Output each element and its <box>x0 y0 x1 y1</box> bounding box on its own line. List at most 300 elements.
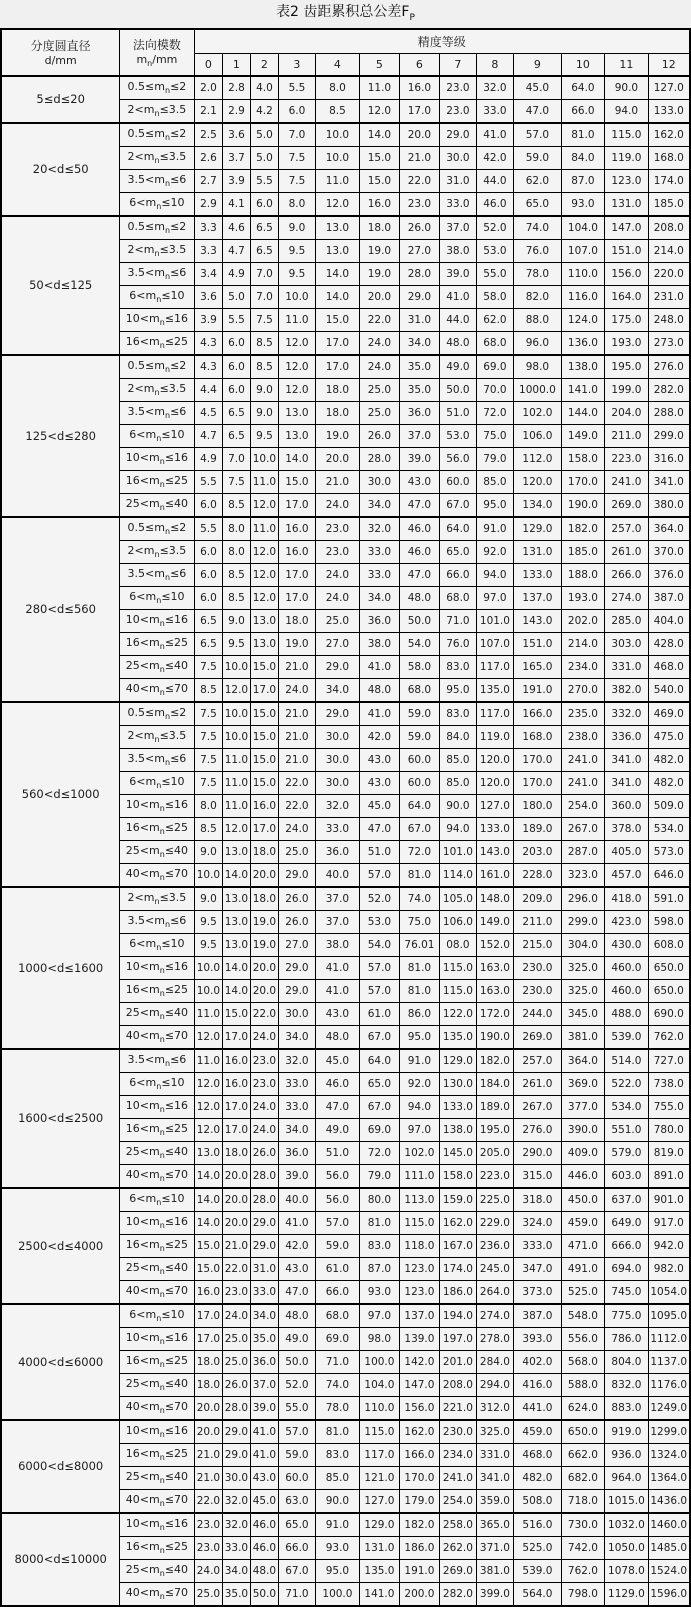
value-cell: 110.0 <box>359 1396 399 1420</box>
value-cell: 690.0 <box>648 1002 689 1025</box>
value-cell: 203.0 <box>513 840 561 863</box>
module-range-cell: $25<m_n\le 40$ <box>119 1373 194 1396</box>
value-cell: 16.0 <box>359 192 399 216</box>
value-cell: 7.5 <box>278 169 315 192</box>
value-cell: 119.0 <box>604 146 648 169</box>
value-cell: 775.0 <box>604 1304 648 1328</box>
value-cell: 6.0 <box>222 331 250 355</box>
value-cell: 30.0 <box>359 470 399 493</box>
value-cell: 27.0 <box>315 632 359 655</box>
value-cell: 133.0 <box>476 817 513 840</box>
table-body <box>1 76 689 1606</box>
value-cell: 32.0 <box>222 1513 250 1537</box>
value-cell: 117.0 <box>476 702 513 726</box>
value-cell: 138.0 <box>439 1118 476 1141</box>
value-cell: 13.0 <box>278 401 315 424</box>
module-range-cell: $2<m_n\le 3.5$ <box>119 239 194 262</box>
value-cell: 30.0 <box>278 1002 315 1025</box>
value-cell: 16.0 <box>222 1049 250 1073</box>
value-cell: 18.0 <box>194 1373 222 1396</box>
value-cell: 742.0 <box>561 1536 604 1559</box>
table-row <box>1 123 689 147</box>
value-cell: 115.0 <box>439 979 476 1002</box>
value-cell: 24.0 <box>250 1118 278 1141</box>
value-cell: 534.0 <box>604 1095 648 1118</box>
value-cell: 798.0 <box>561 1582 604 1606</box>
value-cell: 819.0 <box>648 1141 689 1164</box>
value-cell: 29.0 <box>250 1211 278 1234</box>
value-cell: 624.0 <box>561 1396 604 1420</box>
d-range-cell: 1000<d≤1600 <box>1 887 119 1049</box>
value-cell: 67.0 <box>359 1095 399 1118</box>
value-cell: 33.0 <box>439 192 476 216</box>
module-range-cell: $40<m_n\le 70$ <box>119 1164 194 1188</box>
value-cell: 136.0 <box>561 331 604 355</box>
value-cell: 104.0 <box>359 1373 399 1396</box>
module-range-cell: $16<m_n\le 25$ <box>119 632 194 655</box>
value-cell: 85.0 <box>439 748 476 771</box>
table-row <box>1 76 689 100</box>
value-cell: 745.0 <box>604 1280 648 1304</box>
value-cell: 24.0 <box>315 563 359 586</box>
value-cell: 19.0 <box>315 424 359 447</box>
value-cell: 90.0 <box>604 76 648 100</box>
module-range-cell: $16<m_n\le 25$ <box>119 470 194 493</box>
module-range-cell: $6<m_n\le 10$ <box>119 586 194 609</box>
value-cell: 13.0 <box>315 239 359 262</box>
value-cell: 124.0 <box>561 308 604 331</box>
value-cell: 8.5 <box>250 355 278 379</box>
value-cell: 1460.0 <box>648 1513 689 1537</box>
value-cell: 18.0 <box>315 378 359 401</box>
value-cell: 325.0 <box>561 979 604 1002</box>
value-cell: 13.0 <box>222 840 250 863</box>
value-cell: 110.0 <box>561 262 604 285</box>
value-cell: 29.0 <box>315 655 359 678</box>
value-cell: 221.0 <box>439 1396 476 1420</box>
value-cell: 9.5 <box>194 933 222 956</box>
value-cell: 36.0 <box>359 609 399 632</box>
module-range-cell: $2<m_n\le 3.5$ <box>119 378 194 401</box>
value-cell: 123.0 <box>399 1280 439 1304</box>
value-cell: 460.0 <box>604 979 648 1002</box>
value-cell: 15.0 <box>250 702 278 726</box>
value-cell: 43.0 <box>315 1002 359 1025</box>
value-cell: 33.0 <box>250 1280 278 1304</box>
value-cell: 48.0 <box>439 331 476 355</box>
value-cell: 475.0 <box>648 725 689 748</box>
value-cell: 7.5 <box>194 655 222 678</box>
value-cell: 57.0 <box>513 123 561 147</box>
value-cell: 208.0 <box>648 216 689 240</box>
value-cell: 159.0 <box>439 1188 476 1212</box>
value-cell: 267.0 <box>561 817 604 840</box>
value-cell: 50.0 <box>278 1350 315 1373</box>
value-cell: 24.0 <box>222 1304 250 1328</box>
value-cell: 131.0 <box>604 192 648 216</box>
module-range-cell: $10<m_n\le 16$ <box>119 609 194 632</box>
value-cell: 457.0 <box>604 863 648 887</box>
value-cell: 276.0 <box>648 355 689 379</box>
value-cell: 115.0 <box>439 956 476 979</box>
value-cell: 182.0 <box>476 1049 513 1073</box>
value-cell: 24.0 <box>315 586 359 609</box>
value-cell: 568.0 <box>561 1350 604 1373</box>
value-cell: 522.0 <box>604 1072 648 1095</box>
module-range-cell: $0.5\le m_n\le 2$ <box>119 76 194 100</box>
module-range-cell: $40<m_n\le 70$ <box>119 1489 194 1513</box>
value-cell: 43.0 <box>278 1257 315 1280</box>
value-cell: 117.0 <box>359 1443 399 1466</box>
table-row <box>1 355 689 379</box>
value-cell: 94.0 <box>439 817 476 840</box>
value-cell: 185.0 <box>561 540 604 563</box>
value-cell: 47.0 <box>513 99 561 123</box>
value-cell: 135.0 <box>359 1559 399 1582</box>
value-cell: 3.9 <box>194 308 222 331</box>
value-cell: 131.0 <box>359 1536 399 1559</box>
value-cell: 44.0 <box>439 308 476 331</box>
value-cell: 59.0 <box>513 146 561 169</box>
value-cell: 323.0 <box>561 863 604 887</box>
value-cell: 34.0 <box>315 678 359 702</box>
value-cell: 147.0 <box>399 1373 439 1396</box>
value-cell: 87.0 <box>561 169 604 192</box>
table-row <box>1 216 689 240</box>
value-cell: 151.0 <box>513 632 561 655</box>
value-cell: 7.5 <box>250 308 278 331</box>
value-cell: 460.0 <box>604 956 648 979</box>
value-cell: 28.0 <box>399 262 439 285</box>
value-cell: 248.0 <box>648 308 689 331</box>
module-range-cell: $6<m_n\le 10$ <box>119 771 194 794</box>
value-cell: 84.0 <box>439 725 476 748</box>
value-cell: 718.0 <box>561 1489 604 1513</box>
column-header-normal-module <box>119 29 194 76</box>
module-range-cell: $40<m_n\le 70$ <box>119 1396 194 1420</box>
value-cell: 29.0 <box>278 956 315 979</box>
value-cell: 3.3 <box>194 239 222 262</box>
value-cell: 211.0 <box>513 910 561 933</box>
value-cell: 20.0 <box>399 123 439 147</box>
value-cell: 118.0 <box>399 1234 439 1257</box>
value-cell: 56.0 <box>439 447 476 470</box>
value-cell: 26.0 <box>222 1373 250 1396</box>
value-cell: 191.0 <box>399 1559 439 1582</box>
value-cell: 92.0 <box>476 540 513 563</box>
value-cell: 95.0 <box>439 678 476 702</box>
value-cell: 3.7 <box>222 146 250 169</box>
value-cell: 36.0 <box>399 401 439 424</box>
value-cell: 14.0 <box>194 1188 222 1212</box>
value-cell: 68.0 <box>439 586 476 609</box>
d-range-cell: 125<d≤280 <box>1 355 119 517</box>
value-cell: 170.0 <box>399 1466 439 1489</box>
module-range-cell: $16<m_n\le 25$ <box>119 331 194 355</box>
value-cell: 2.9 <box>194 192 222 216</box>
module-range-cell: $16<m_n\le 25$ <box>119 1118 194 1141</box>
value-cell: 29.0 <box>278 863 315 887</box>
value-cell: 12.0 <box>194 1072 222 1095</box>
value-cell: 83.0 <box>315 1443 359 1466</box>
value-cell: 24.0 <box>359 355 399 379</box>
grade-label: 2 <box>250 53 278 76</box>
value-cell: 34.0 <box>278 1025 315 1049</box>
value-cell: 52.0 <box>278 1373 315 1396</box>
value-cell: 163.0 <box>476 979 513 1002</box>
value-cell: 19.0 <box>250 933 278 956</box>
value-cell: 12.0 <box>194 1118 222 1141</box>
value-cell: 35.0 <box>399 378 439 401</box>
module-range-cell: $25<m_n\le 40$ <box>119 1141 194 1164</box>
table-title <box>0 0 691 28</box>
value-cell: 102.0 <box>513 401 561 424</box>
value-cell: 20.0 <box>250 979 278 1002</box>
value-cell: 12.0 <box>278 331 315 355</box>
value-cell: 18.0 <box>359 216 399 240</box>
value-cell: 548.0 <box>561 1304 604 1328</box>
value-cell: 80.0 <box>359 1188 399 1212</box>
value-cell: 234.0 <box>561 655 604 678</box>
value-cell: 22.0 <box>399 169 439 192</box>
value-cell: 359.0 <box>476 1489 513 1513</box>
value-cell: 41.0 <box>476 123 513 147</box>
grade-label: 3 <box>278 53 315 76</box>
value-cell: 60.0 <box>278 1466 315 1489</box>
value-cell: 471.0 <box>561 1234 604 1257</box>
value-cell: 64.0 <box>359 1049 399 1073</box>
module-range-cell: $10<m_n\le 16$ <box>119 1095 194 1118</box>
value-cell: 8.5 <box>250 331 278 355</box>
value-cell: 12.0 <box>194 1025 222 1049</box>
value-cell: 1078.0 <box>604 1559 648 1582</box>
value-cell: 94.0 <box>604 99 648 123</box>
value-cell: 18.0 <box>278 609 315 632</box>
value-cell: 133.0 <box>513 563 561 586</box>
value-cell: 16.0 <box>194 1280 222 1304</box>
value-cell: 51.0 <box>439 401 476 424</box>
value-cell: 4.1 <box>222 192 250 216</box>
value-cell: 1129.0 <box>604 1582 648 1606</box>
value-cell: 650.0 <box>561 1420 604 1444</box>
value-cell: 23.0 <box>315 540 359 563</box>
value-cell: 16.0 <box>278 517 315 541</box>
value-cell: 17.0 <box>278 493 315 517</box>
value-cell: 13.0 <box>222 887 250 911</box>
value-cell: 23.0 <box>222 1280 250 1304</box>
value-cell: 42.0 <box>359 725 399 748</box>
value-cell: 12.0 <box>250 563 278 586</box>
value-cell: 158.0 <box>561 447 604 470</box>
module-range-cell: $25<m_n\le 40$ <box>119 1002 194 1025</box>
value-cell: 23.0 <box>250 1072 278 1095</box>
value-cell: 230.0 <box>439 1420 476 1444</box>
value-cell: 8.0 <box>194 794 222 817</box>
value-cell: 62.0 <box>513 169 561 192</box>
value-cell: 43.0 <box>250 1466 278 1489</box>
value-cell: 20.0 <box>250 863 278 887</box>
value-cell: 68.0 <box>476 331 513 355</box>
value-cell: 107.0 <box>476 632 513 655</box>
value-cell: 46.0 <box>315 1072 359 1095</box>
value-cell: 21.0 <box>278 702 315 726</box>
value-cell: 28.0 <box>250 1188 278 1212</box>
value-cell: 730.0 <box>561 1513 604 1537</box>
value-cell: 525.0 <box>561 1280 604 1304</box>
value-cell: 83.0 <box>439 702 476 726</box>
value-cell: 290.0 <box>513 1141 561 1164</box>
value-cell: 6.0 <box>194 586 222 609</box>
grade-label: 8 <box>476 53 513 76</box>
value-cell: 08.0 <box>439 933 476 956</box>
value-cell: 45.0 <box>513 76 561 100</box>
value-cell: 19.0 <box>278 632 315 655</box>
value-cell: 21.0 <box>278 748 315 771</box>
value-cell: 269.0 <box>439 1559 476 1582</box>
value-cell: 50.0 <box>399 609 439 632</box>
value-cell: 41.0 <box>439 285 476 308</box>
value-cell: 117.0 <box>476 655 513 678</box>
value-cell: 282.0 <box>648 378 689 401</box>
value-cell: 25.0 <box>222 1327 250 1350</box>
value-cell: 780.0 <box>648 1118 689 1141</box>
value-cell: 104.0 <box>561 216 604 240</box>
value-cell: 11.0 <box>222 794 250 817</box>
value-cell: 17.0 <box>278 563 315 586</box>
grade-label: 4 <box>315 53 359 76</box>
value-cell: 135.0 <box>476 678 513 702</box>
value-cell: 6.0 <box>194 540 222 563</box>
module-range-cell: $2<m_n\le 3.5$ <box>119 99 194 123</box>
value-cell: 94.0 <box>399 1095 439 1118</box>
module-range-cell: $3.5<m_n\le 6$ <box>119 401 194 424</box>
value-cell: 25.0 <box>359 401 399 424</box>
module-range-cell: $10<m_n\le 16$ <box>119 308 194 331</box>
value-cell: 36.0 <box>278 1141 315 1164</box>
value-cell: 143.0 <box>476 840 513 863</box>
value-cell: 3.3 <box>194 216 222 240</box>
value-cell: 8.0 <box>278 192 315 216</box>
value-cell: 70.0 <box>476 378 513 401</box>
value-cell: 24.0 <box>250 1095 278 1118</box>
value-cell: 21.0 <box>222 1234 250 1257</box>
value-cell: 8.5 <box>194 678 222 702</box>
value-cell: 14.0 <box>315 285 359 308</box>
value-cell: 446.0 <box>561 1164 604 1188</box>
value-cell: 81.0 <box>399 863 439 887</box>
value-cell: 5.5 <box>250 169 278 192</box>
value-cell: 428.0 <box>648 632 689 655</box>
value-cell: 57.0 <box>278 1420 315 1444</box>
module-range-cell: $3.5<m_n\le 6$ <box>119 262 194 285</box>
value-cell: 9.5 <box>278 262 315 285</box>
value-cell: 1032.0 <box>604 1513 648 1537</box>
value-cell: 170.0 <box>561 470 604 493</box>
value-cell: 21.0 <box>278 725 315 748</box>
value-cell: 316.0 <box>648 447 689 470</box>
value-cell: 381.0 <box>561 1025 604 1049</box>
value-cell: 4.2 <box>250 99 278 123</box>
value-cell: 2.7 <box>194 169 222 192</box>
value-cell: 79.0 <box>359 1164 399 1188</box>
value-cell: 345.0 <box>561 1002 604 1025</box>
value-cell: 285.0 <box>604 609 648 632</box>
value-cell: 115.0 <box>604 123 648 147</box>
value-cell: 387.0 <box>513 1304 561 1328</box>
value-cell: 901.0 <box>648 1188 689 1212</box>
value-cell: 6.0 <box>222 355 250 379</box>
module-range-cell: $25<m_n\le 40$ <box>119 655 194 678</box>
module-range-cell: $25<m_n\le 40$ <box>119 493 194 517</box>
table-row <box>1 517 689 541</box>
value-cell: 127.0 <box>359 1489 399 1513</box>
value-cell: 29.0 <box>278 979 315 1002</box>
value-cell: 37.0 <box>399 424 439 447</box>
value-cell: 11.0 <box>250 517 278 541</box>
value-cell: 38.0 <box>439 239 476 262</box>
value-cell: 20.0 <box>315 447 359 470</box>
value-cell: 38.0 <box>315 933 359 956</box>
value-cell: 97.0 <box>399 1118 439 1141</box>
value-cell: 188.0 <box>561 563 604 586</box>
value-cell: 72.0 <box>476 401 513 424</box>
value-cell: 11.0 <box>194 1002 222 1025</box>
value-cell: 4.0 <box>250 76 278 100</box>
value-cell: 62.0 <box>476 308 513 331</box>
value-cell: 81.0 <box>359 1211 399 1234</box>
value-cell: 67.0 <box>439 493 476 517</box>
value-cell: 85.0 <box>439 771 476 794</box>
value-cell: 189.0 <box>476 1095 513 1118</box>
value-cell: 12.0 <box>359 99 399 123</box>
value-cell: 9.0 <box>194 887 222 911</box>
value-cell: 17.0 <box>194 1304 222 1328</box>
module-range-cell: $10<m_n\le 16$ <box>119 1513 194 1537</box>
value-cell: 20.0 <box>250 956 278 979</box>
value-cell: 6.0 <box>194 493 222 517</box>
value-cell: 12.0 <box>250 493 278 517</box>
normal-module-label: 法向模数 <box>132 38 181 53</box>
value-cell: 650.0 <box>648 956 689 979</box>
value-cell: 274.0 <box>604 586 648 609</box>
value-cell: 2.0 <box>194 76 222 100</box>
value-cell: 318.0 <box>513 1188 561 1212</box>
value-cell: 172.0 <box>476 1002 513 1025</box>
value-cell: 31.0 <box>250 1257 278 1280</box>
d-range-cell: 4000<d≤6000 <box>1 1304 119 1420</box>
value-cell: 390.0 <box>561 1118 604 1141</box>
value-cell: 75.0 <box>399 910 439 933</box>
value-cell: 190.0 <box>476 1025 513 1049</box>
value-cell: 16.0 <box>250 794 278 817</box>
value-cell: 64.0 <box>561 76 604 100</box>
value-cell: 3.6 <box>194 285 222 308</box>
value-cell: 11.0 <box>222 771 250 794</box>
value-cell: 5.0 <box>250 123 278 147</box>
module-range-cell: $3.5<m_n\le 6$ <box>119 1049 194 1073</box>
value-cell: 97.0 <box>476 586 513 609</box>
value-cell: 15.0 <box>222 1002 250 1025</box>
value-cell: 488.0 <box>604 1002 648 1025</box>
value-cell: 303.0 <box>604 632 648 655</box>
value-cell: 168.0 <box>648 146 689 169</box>
value-cell: 106.0 <box>513 424 561 447</box>
value-cell: 23.0 <box>439 99 476 123</box>
value-cell: 12.0 <box>315 192 359 216</box>
value-cell: 423.0 <box>604 910 648 933</box>
table-row <box>1 1049 689 1073</box>
pitch-diameter-unit: d/mm <box>44 54 77 68</box>
